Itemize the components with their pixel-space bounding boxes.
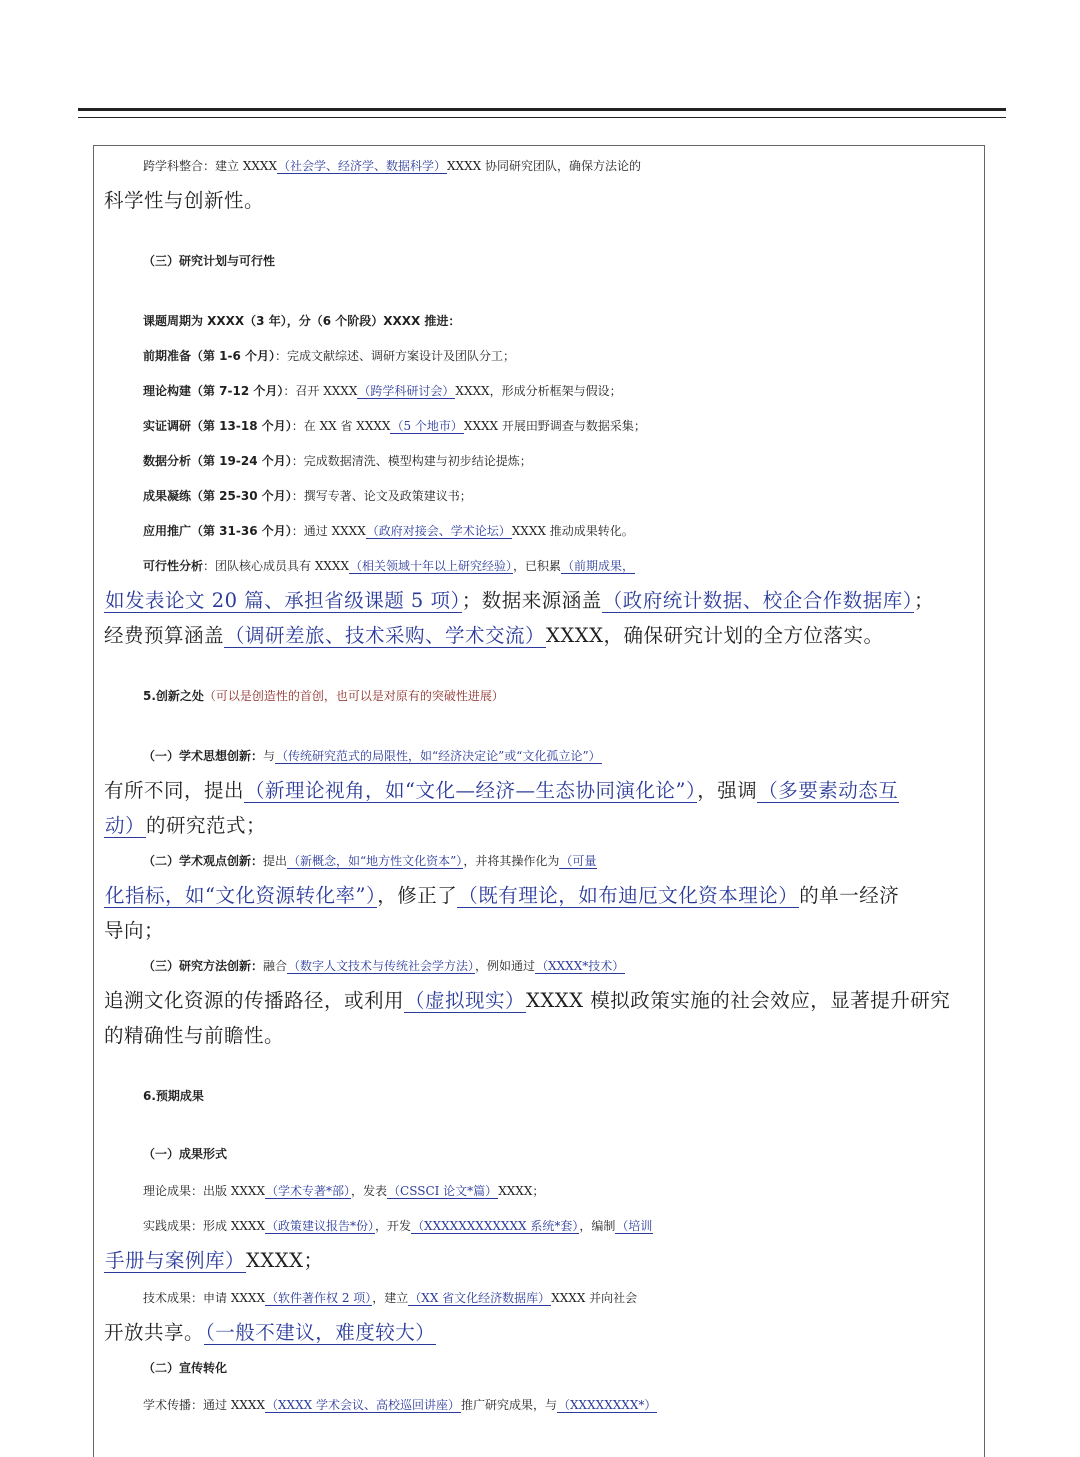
fill-in-blank: （CSSCI 论文*篇） <box>388 1184 498 1198</box>
header-rule-thick <box>78 108 1006 111</box>
fill-in-blank: （相关领域十年以上研究经验） <box>350 559 513 573</box>
paragraph-line: 化指标，如“文化资源转化率”），修正了（既有理论，如布迪厄文化资本理论）的单一经济 <box>105 884 900 907</box>
paragraph-line: （一）学术思想创新：与（传统研究范式的局限性，如“经济决定论”或“文化孤立论”） <box>143 749 601 763</box>
fill-in-blank: （学术专著*部） <box>266 1184 351 1198</box>
fill-in-blank: （既有理论，如布迪厄文化资本理论） <box>458 884 799 907</box>
fill-in-blank: 手册与案例库） <box>105 1249 246 1272</box>
paragraph-line: 追溯文化资源的传播路径，或利用（虚拟现实）XXXX 模拟政策实施的社会效应，显著提升研究 <box>104 989 951 1012</box>
paragraph-line: 理论成果：出版 XXXX（学术专著*部），发表（CSSCI 论文*篇）XXXX； <box>143 1184 545 1198</box>
fill-in-blank: （5 个地市） <box>391 419 463 433</box>
fill-in-blank: （一般不建议，难度较大） <box>205 1321 436 1344</box>
heading-note: （可以是创造性的首创，也可以是对原有的突破性进展） <box>203 689 504 703</box>
paragraph-line: 可行性分析：团队核心成员具有 XXXX（相关领域十年以上研究经验），已积累（前期成果， <box>143 559 635 573</box>
paragraph-line: 学术传播：通过 XXXX（XXXX 学术会议、高校巡回讲座）推广研究成果，与（XXXXXXXX*） <box>143 1398 657 1412</box>
paragraph-line: 如发表论文 20 篇、承担省级课题 5 项）；数据来源涵盖（政府统计数据、校企合作数据库）； <box>105 589 935 612</box>
paragraph-line: 经费预算涵盖（调研差旅、技术采购、学术交流）XXXX，确保研究计划的全方位落实。 <box>104 624 884 647</box>
fill-in-blank: （可量 <box>560 854 597 868</box>
fill-in-blank: 化指标，如“文化资源转化率”） <box>105 884 377 907</box>
fill-in-blank: （政府对接会、学术论坛） <box>366 524 511 538</box>
fill-in-blank: （传统研究范式的局限性，如“经济决定论”或“文化孤立论”） <box>276 749 601 763</box>
fill-in-blank: （软件著作权 2 项） <box>266 1291 372 1305</box>
fill-in-blank: （数字人文技术与传统社会学方法） <box>288 959 475 973</box>
fill-in-blank: （新概念，如“地方性文化资本”） <box>288 854 463 868</box>
subsection-heading: （一）成果形式 <box>143 1147 228 1161</box>
paragraph-line: 跨学科整合：建立 XXXX（社会学、经济学、数据科学）XXXX 协同研究团队，确保方法论的 <box>143 159 642 173</box>
fill-in-blank: 如发表论文 20 篇、承担省级课题 5 项） <box>105 589 461 612</box>
paragraph-line: 手册与案例库）XXXX； <box>105 1249 324 1272</box>
fill-in-blank: （XXXX*技术） <box>536 959 625 973</box>
fill-in-blank: （调研差旅、技术采购、学术交流） <box>225 624 546 647</box>
paragraph-line: 成果凝练（第 25-30 个月）：撰写专著、论文及政策建议书； <box>143 489 472 503</box>
paragraph-line: 技术成果：申请 XXXX（软件著作权 2 项），建立（XX 省文化经济数据库）XXXX 并向社会 <box>143 1291 638 1305</box>
section-heading: （三）研究计划与可行性 <box>143 254 276 268</box>
fill-in-blank: （政策建议报告*份） <box>266 1219 375 1233</box>
fill-in-blank: （前期成果， <box>562 559 635 573</box>
paragraph-line: （三）研究方法创新：融合（数字人文技术与传统社会学方法），例如通过（XXXX*技术） <box>143 959 625 973</box>
fill-in-blank: （虚拟现实） <box>405 989 526 1012</box>
paragraph-line: 的精确性与前瞻性。 <box>104 1024 285 1047</box>
paragraph-line: 动）的研究范式； <box>105 814 267 837</box>
paragraph-line: 应用推广（第 31-36 个月）：通过 XXXX（政府对接会、学术论坛）XXXX 推动成果转化。 <box>143 524 634 538</box>
fill-in-blank: （社会学、经济学、数据科学） <box>278 159 447 173</box>
paragraph-line: （二）学术观点创新：提出（新概念，如“地方性文化资本”），并将其操作化为（可量 <box>143 854 597 868</box>
paragraph-line: 课题周期为 XXXX（3 年），分（6 个阶段）XXXX 推进： <box>143 314 461 328</box>
paragraph-line: 理论构建（第 7-12 个月）：召开 XXXX（跨学科研讨会）XXXX，形成分析框架与假设； <box>143 384 622 398</box>
fill-in-blank: （新理论视角，如“文化—经济—生态协同演化论”） <box>245 779 697 802</box>
paragraph-line: 实践成果：形成 XXXX（政策建议报告*份），开发（XXXXXXXXXXXX 系统*套），编制（培训 <box>143 1219 653 1233</box>
paragraph-line: 数据分析（第 19-24 个月）：完成数据清洗、模型构建与初步结论提炼； <box>143 454 532 468</box>
fill-in-blank: 动） <box>105 814 146 837</box>
paragraph-line: 开放共享。（一般不建议，难度较大） <box>104 1321 436 1344</box>
paragraph-line: 科学性与创新性。 <box>104 189 265 212</box>
fill-in-blank: （XXXX 学术会议、高校巡回讲座） <box>266 1398 460 1412</box>
fill-in-blank: （XXXXXXXXXXXX 系统*套） <box>412 1219 579 1233</box>
paragraph-line: 导向； <box>104 919 165 942</box>
subsection-heading: （二）宣传转化 <box>143 1361 228 1375</box>
fill-in-blank: （XXXXXXXX*） <box>558 1398 657 1412</box>
fill-in-blank: （XX 省文化经济数据库） <box>409 1291 551 1305</box>
paragraph-line: 有所不同，提出（新理论视角，如“文化—经济—生态协同演化论”），强调（多要素动态互 <box>104 779 899 802</box>
section-heading: 6.预期成果 <box>143 1089 204 1103</box>
section-heading: 5.创新之处（可以是创造性的首创，也可以是对原有的突破性进展） <box>143 689 504 703</box>
header-rule-thin <box>78 117 1006 118</box>
fill-in-blank: （政府统计数据、校企合作数据库） <box>602 589 914 612</box>
fill-in-blank: （多要素动态互 <box>758 779 899 802</box>
fill-in-blank: （跨学科研讨会） <box>358 384 455 398</box>
paragraph-line: 实证调研（第 13-18 个月）：在 XX 省 XXXX（5 个地市）XXXX 开展田野调查与数据采集； <box>143 419 646 433</box>
fill-in-blank: （培训 <box>616 1219 653 1233</box>
paragraph-line: 前期准备（第 1-6 个月）：完成文献综述、调研方案设计及团队分工； <box>143 349 516 363</box>
